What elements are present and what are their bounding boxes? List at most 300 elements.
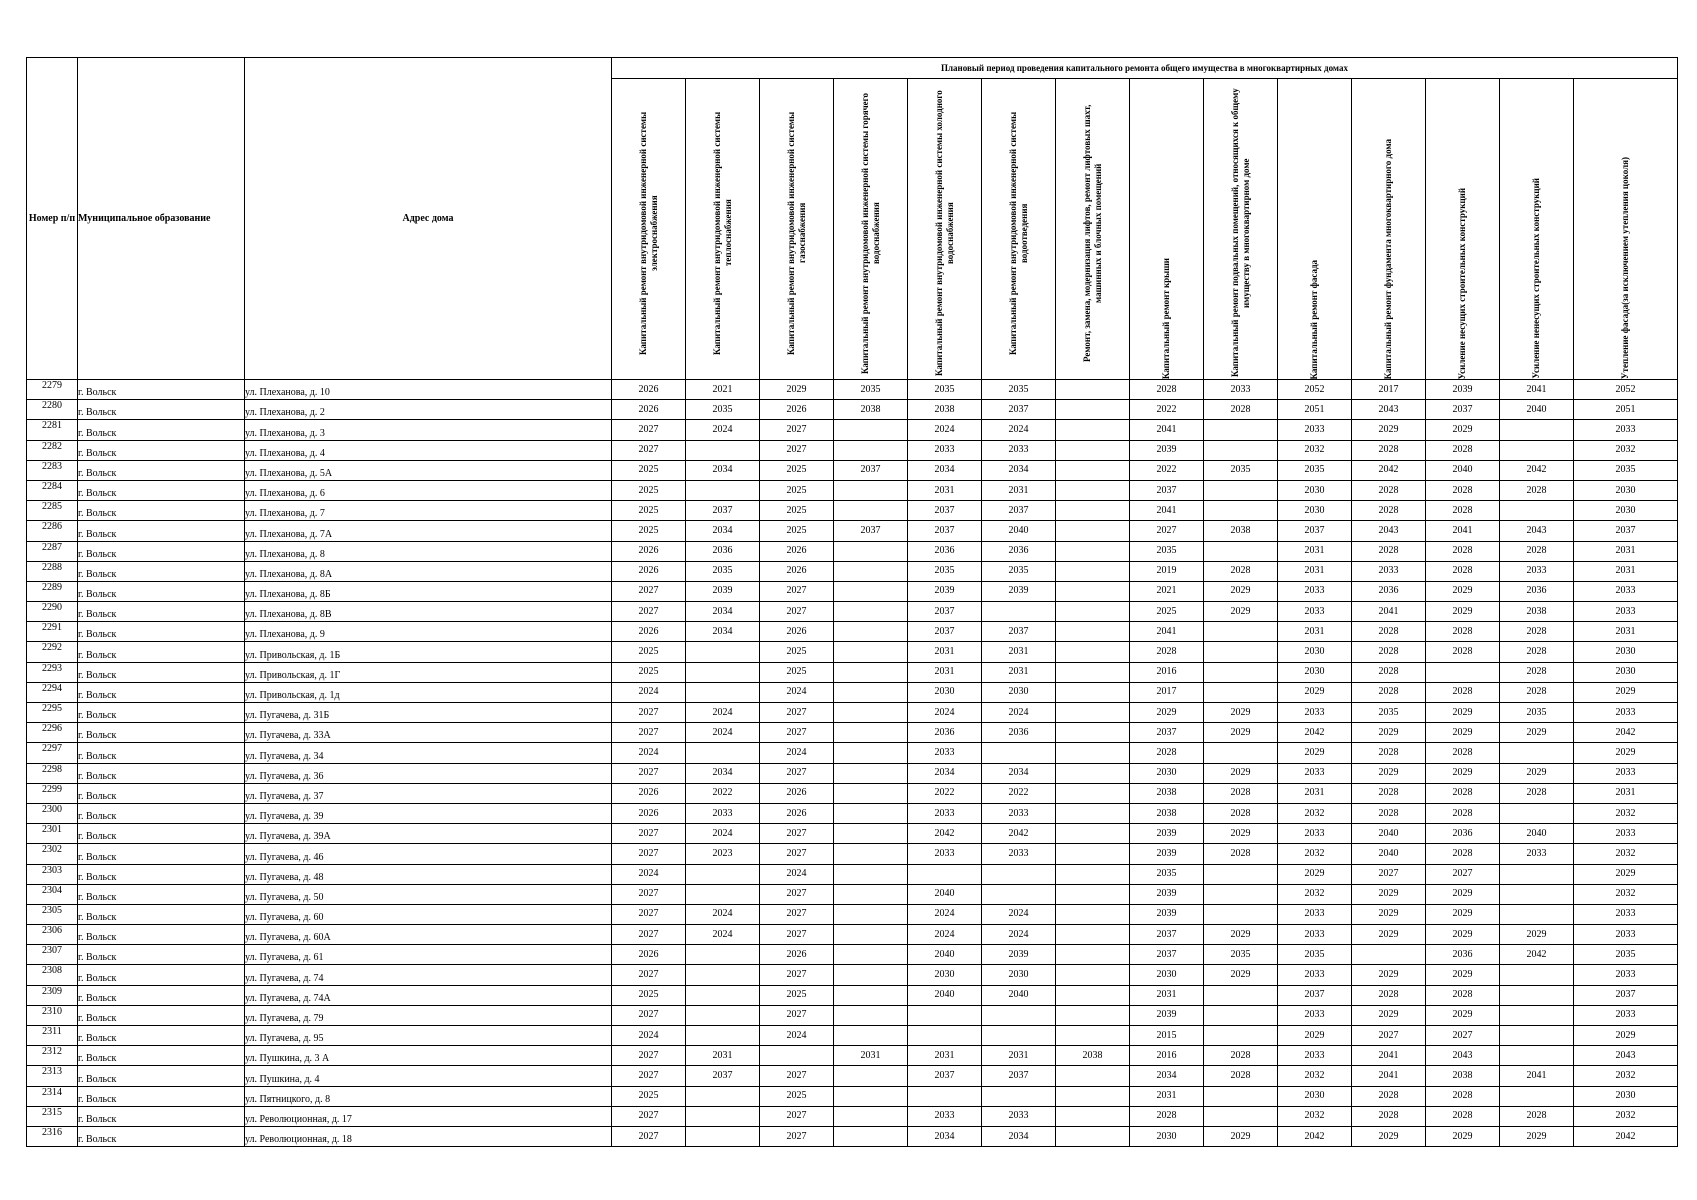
table-row xyxy=(27,581,1678,601)
municipality-cell: г. Вольск xyxy=(78,864,245,884)
year-cell xyxy=(1500,904,1574,924)
municipality-cell: г. Вольск xyxy=(78,723,245,743)
year-cell: 2033 xyxy=(1574,965,1678,985)
year-cell: 2027 xyxy=(1352,864,1426,884)
year-cell xyxy=(686,1005,760,1025)
year-cell: 2034 xyxy=(686,763,760,783)
row-number: 2284 xyxy=(27,480,78,500)
year-cell: 2037 xyxy=(1130,945,1204,965)
year-cell xyxy=(1056,622,1130,642)
year-cell: 2031 xyxy=(1574,622,1678,642)
year-cell: 2042 xyxy=(1352,460,1426,480)
year-cell: 2033 xyxy=(908,844,982,864)
table-row xyxy=(27,541,1678,561)
year-cell: 2036 xyxy=(1352,581,1426,601)
year-cell: 2032 xyxy=(1278,440,1352,460)
table-row xyxy=(27,965,1678,985)
year-cell: 2028 xyxy=(1352,501,1426,521)
year-cell xyxy=(1056,824,1130,844)
year-cell: 2025 xyxy=(760,480,834,500)
year-cell: 2030 xyxy=(1574,480,1678,500)
year-cell: 2033 xyxy=(1574,1005,1678,1025)
year-cell xyxy=(834,723,908,743)
year-cell: 2024 xyxy=(686,925,760,945)
year-cell: 2027 xyxy=(612,723,686,743)
year-cell: 2042 xyxy=(982,824,1056,844)
year-cell: 2040 xyxy=(1500,824,1574,844)
table-row xyxy=(27,642,1678,662)
work-type-column-header xyxy=(1574,79,1678,380)
year-cell: 2029 xyxy=(1204,602,1278,622)
year-cell: 2037 xyxy=(908,602,982,622)
row-number: 2314 xyxy=(27,1086,78,1106)
year-cell xyxy=(1056,480,1130,500)
year-cell: 2034 xyxy=(1130,1066,1204,1086)
row-number: 2288 xyxy=(27,561,78,581)
year-cell xyxy=(834,420,908,440)
year-cell: 2030 xyxy=(1574,642,1678,662)
year-cell: 2041 xyxy=(1352,1066,1426,1086)
row-number: 2301 xyxy=(27,824,78,844)
year-cell: 2037 xyxy=(908,501,982,521)
year-cell: 2032 xyxy=(1574,844,1678,864)
row-number: 2282 xyxy=(27,440,78,460)
year-cell: 2040 xyxy=(1500,400,1574,420)
year-cell: 2042 xyxy=(1278,1126,1352,1146)
year-cell: 2027 xyxy=(612,1066,686,1086)
row-number: 2308 xyxy=(27,965,78,985)
year-cell xyxy=(686,1086,760,1106)
year-cell: 2037 xyxy=(834,521,908,541)
year-cell: 2031 xyxy=(982,1046,1056,1066)
year-cell: 2024 xyxy=(908,904,982,924)
year-cell: 2041 xyxy=(1130,501,1204,521)
year-cell: 2030 xyxy=(1574,1086,1678,1106)
work-type-column-header xyxy=(686,79,760,380)
work-type-column-header xyxy=(982,79,1056,380)
year-cell: 2022 xyxy=(686,783,760,803)
year-cell: 2028 xyxy=(1130,1106,1204,1126)
year-cell: 2025 xyxy=(760,460,834,480)
year-cell: 2024 xyxy=(760,1026,834,1046)
year-cell: 2028 xyxy=(1352,622,1426,642)
year-cell: 2028 xyxy=(1500,1106,1574,1126)
address-cell: ул. Плеханова, д. 4 xyxy=(245,440,612,460)
year-cell: 2038 xyxy=(1426,1066,1500,1086)
year-cell xyxy=(1204,1106,1278,1126)
year-cell: 2039 xyxy=(908,581,982,601)
address-cell: ул. Плеханова, д. 8В xyxy=(245,602,612,622)
year-cell: 2039 xyxy=(982,945,1056,965)
address-cell: ул. Привольская, д. 1Б xyxy=(245,642,612,662)
year-cell: 2029 xyxy=(1278,682,1352,702)
row-number: 2300 xyxy=(27,803,78,823)
year-cell xyxy=(1500,743,1574,763)
year-cell xyxy=(1204,884,1278,904)
year-cell: 2039 xyxy=(686,581,760,601)
work-type-label: Капитальный ремонт подвальных помещений, относящихся к общему имуществу в многоквартирном доме xyxy=(1229,88,1251,378)
year-cell xyxy=(1056,561,1130,581)
municipality-cell: г. Вольск xyxy=(78,581,245,601)
year-cell: 2024 xyxy=(686,703,760,723)
address-cell: ул. Пугачева, д. 60 xyxy=(245,904,612,924)
row-number: 2292 xyxy=(27,642,78,662)
table-row xyxy=(27,440,1678,460)
year-cell xyxy=(1056,743,1130,763)
year-cell xyxy=(834,884,908,904)
year-cell xyxy=(834,803,908,823)
year-cell: 2037 xyxy=(982,622,1056,642)
year-cell: 2041 xyxy=(1426,521,1500,541)
year-cell: 2035 xyxy=(1130,864,1204,884)
table-row xyxy=(27,1026,1678,1046)
year-cell: 2035 xyxy=(1278,460,1352,480)
year-cell: 2039 xyxy=(1130,844,1204,864)
year-cell xyxy=(1056,884,1130,904)
table-row xyxy=(27,884,1678,904)
address-cell: ул. Пугачева, д. 61 xyxy=(245,945,612,965)
table-row xyxy=(27,824,1678,844)
municipality-cell: г. Вольск xyxy=(78,561,245,581)
year-cell: 2028 xyxy=(1352,985,1426,1005)
year-cell: 2017 xyxy=(1130,682,1204,702)
year-cell: 2024 xyxy=(686,723,760,743)
row-number: 2309 xyxy=(27,985,78,1005)
address-cell: ул. Пугачева, д. 50 xyxy=(245,884,612,904)
work-type-column-header xyxy=(760,79,834,380)
row-number: 2285 xyxy=(27,501,78,521)
year-cell: 2040 xyxy=(982,985,1056,1005)
year-cell: 2029 xyxy=(1352,1005,1426,1025)
municipality-cell: г. Вольск xyxy=(78,602,245,622)
year-cell: 2029 xyxy=(1426,703,1500,723)
municipality-cell: г. Вольск xyxy=(78,824,245,844)
year-cell: 2034 xyxy=(686,622,760,642)
year-cell xyxy=(982,602,1056,622)
year-cell xyxy=(1204,420,1278,440)
year-cell xyxy=(834,581,908,601)
row-number: 2297 xyxy=(27,743,78,763)
year-cell: 2043 xyxy=(1500,521,1574,541)
work-type-column-header xyxy=(1352,79,1426,380)
year-cell: 2027 xyxy=(612,965,686,985)
year-cell: 2039 xyxy=(1130,884,1204,904)
year-cell: 2037 xyxy=(834,460,908,480)
address-cell: ул. Плеханова, д. 9 xyxy=(245,622,612,642)
year-cell: 2036 xyxy=(1500,581,1574,601)
year-cell xyxy=(834,783,908,803)
year-cell xyxy=(1056,1106,1130,1126)
year-cell: 2033 xyxy=(982,1106,1056,1126)
planned-period-group-header: Плановый период проведения капитального ремонта общего имущества в многоквартирных домах xyxy=(612,58,1678,79)
year-cell: 2033 xyxy=(1574,420,1678,440)
year-cell: 2042 xyxy=(1500,460,1574,480)
year-cell xyxy=(834,844,908,864)
year-cell: 2025 xyxy=(760,501,834,521)
year-cell: 2029 xyxy=(1204,925,1278,945)
year-cell: 2027 xyxy=(760,723,834,743)
year-cell: 2037 xyxy=(908,1066,982,1086)
year-cell: 2031 xyxy=(982,662,1056,682)
year-cell xyxy=(686,743,760,763)
year-cell: 2035 xyxy=(908,380,982,400)
year-cell: 2028 xyxy=(1352,440,1426,460)
year-cell: 2024 xyxy=(982,703,1056,723)
address-cell: ул. Пугачева, д. 74А xyxy=(245,985,612,1005)
municipality-cell: г. Вольск xyxy=(78,420,245,440)
table-row xyxy=(27,763,1678,783)
year-cell: 2028 xyxy=(1426,480,1500,500)
year-cell: 2040 xyxy=(908,945,982,965)
year-cell: 2037 xyxy=(686,501,760,521)
year-cell: 2027 xyxy=(1426,864,1500,884)
year-cell xyxy=(1204,682,1278,702)
year-cell: 2052 xyxy=(1574,380,1678,400)
year-cell: 2035 xyxy=(1352,703,1426,723)
work-type-column-header xyxy=(1500,79,1574,380)
work-type-label: Капитальный ремонт внутридомовой инженерной системы электроснабжения xyxy=(637,111,659,355)
year-cell: 2040 xyxy=(1426,460,1500,480)
year-cell: 2032 xyxy=(1278,803,1352,823)
year-cell: 2029 xyxy=(1352,884,1426,904)
year-cell: 2015 xyxy=(1130,1026,1204,1046)
year-cell: 2028 xyxy=(1500,480,1574,500)
year-cell: 2033 xyxy=(1574,763,1678,783)
year-cell: 2028 xyxy=(1204,400,1278,420)
year-cell: 2029 xyxy=(1500,723,1574,743)
year-cell xyxy=(1500,1026,1574,1046)
year-cell: 2031 xyxy=(834,1046,908,1066)
year-cell: 2027 xyxy=(760,440,834,460)
year-cell: 2033 xyxy=(1278,703,1352,723)
year-cell xyxy=(1056,703,1130,723)
year-cell: 2029 xyxy=(1352,723,1426,743)
year-cell xyxy=(834,864,908,884)
year-cell: 2024 xyxy=(686,824,760,844)
year-cell: 2035 xyxy=(1574,460,1678,480)
year-cell xyxy=(1056,1026,1130,1046)
year-cell: 2037 xyxy=(1130,925,1204,945)
year-cell: 2034 xyxy=(686,460,760,480)
year-cell: 2025 xyxy=(760,521,834,541)
municipality-cell: г. Вольск xyxy=(78,1126,245,1146)
year-cell: 2033 xyxy=(1574,602,1678,622)
year-cell: 2029 xyxy=(1204,581,1278,601)
year-cell: 2027 xyxy=(612,763,686,783)
year-cell: 2024 xyxy=(908,925,982,945)
year-cell xyxy=(1056,1005,1130,1025)
year-cell: 2028 xyxy=(1426,985,1500,1005)
row-number: 2279 xyxy=(27,380,78,400)
table-row xyxy=(27,1106,1678,1126)
year-cell: 2031 xyxy=(908,1046,982,1066)
year-cell: 2029 xyxy=(1130,703,1204,723)
year-cell: 2029 xyxy=(1426,1005,1500,1025)
table-row xyxy=(27,380,1678,400)
year-cell: 2039 xyxy=(1426,380,1500,400)
table-row xyxy=(27,622,1678,642)
municipality-cell: г. Вольск xyxy=(78,985,245,1005)
year-cell: 2029 xyxy=(1204,824,1278,844)
year-cell: 2036 xyxy=(1426,945,1500,965)
municipality-cell: г. Вольск xyxy=(78,682,245,702)
year-cell: 2031 xyxy=(1574,541,1678,561)
table-header xyxy=(27,58,1678,380)
year-cell xyxy=(1204,662,1278,682)
year-cell: 2025 xyxy=(612,642,686,662)
address-cell: ул. Привольская, д. 1д xyxy=(245,682,612,702)
year-cell xyxy=(686,884,760,904)
table-row xyxy=(27,420,1678,440)
year-cell: 2025 xyxy=(760,985,834,1005)
year-cell xyxy=(1056,1126,1130,1146)
municipality-cell: г. Вольск xyxy=(78,622,245,642)
address-cell: ул. Пугачева, д. 39 xyxy=(245,803,612,823)
table-row xyxy=(27,561,1678,581)
municipality-cell: г. Вольск xyxy=(78,965,245,985)
address-cell: ул. Пугачева, д. 36 xyxy=(245,763,612,783)
municipality-cell: г. Вольск xyxy=(78,1106,245,1126)
year-cell: 2022 xyxy=(982,783,1056,803)
year-cell: 2035 xyxy=(1204,945,1278,965)
year-cell: 2028 xyxy=(1500,783,1574,803)
address-cell: ул. Пугачева, д. 34 xyxy=(245,743,612,763)
year-cell: 2028 xyxy=(1204,783,1278,803)
table-row xyxy=(27,1086,1678,1106)
year-cell: 2028 xyxy=(1130,380,1204,400)
table-row xyxy=(27,662,1678,682)
address-cell: ул. Пугачева, д. 31Б xyxy=(245,703,612,723)
year-cell: 2026 xyxy=(612,400,686,420)
row-number: 2287 xyxy=(27,541,78,561)
year-cell: 2017 xyxy=(1352,380,1426,400)
year-cell xyxy=(1204,864,1278,884)
row-number: 2316 xyxy=(27,1126,78,1146)
year-cell xyxy=(1500,803,1574,823)
year-cell: 2035 xyxy=(686,400,760,420)
year-cell: 2029 xyxy=(1574,682,1678,702)
municipality-cell: г. Вольск xyxy=(78,1066,245,1086)
year-cell xyxy=(982,743,1056,763)
address-cell: ул. Плеханова, д. 10 xyxy=(245,380,612,400)
municipality-cell: г. Вольск xyxy=(78,884,245,904)
year-cell: 2028 xyxy=(1426,743,1500,763)
year-cell xyxy=(1056,682,1130,702)
year-cell: 2027 xyxy=(612,440,686,460)
address-cell: ул. Пугачева, д. 79 xyxy=(245,1005,612,1025)
year-cell: 2042 xyxy=(1574,1126,1678,1146)
year-cell: 2038 xyxy=(1130,783,1204,803)
year-cell xyxy=(834,1086,908,1106)
address-cell: ул. Пугачева, д. 37 xyxy=(245,783,612,803)
year-cell: 2029 xyxy=(1204,763,1278,783)
year-cell: 2030 xyxy=(982,682,1056,702)
year-cell: 2042 xyxy=(1574,723,1678,743)
year-cell: 2035 xyxy=(1204,460,1278,480)
year-cell: 2029 xyxy=(1426,965,1500,985)
year-cell: 2029 xyxy=(1278,743,1352,763)
year-cell xyxy=(834,1026,908,1046)
year-cell xyxy=(982,1026,1056,1046)
year-cell: 2024 xyxy=(908,420,982,440)
municipality-cell: г. Вольск xyxy=(78,662,245,682)
year-cell: 2033 xyxy=(1500,561,1574,581)
table-row xyxy=(27,864,1678,884)
year-cell: 2031 xyxy=(908,480,982,500)
year-cell: 2024 xyxy=(760,864,834,884)
year-cell: 2028 xyxy=(1426,501,1500,521)
year-cell xyxy=(1056,723,1130,743)
address-cell: ул. Плеханова, д. 3 xyxy=(245,420,612,440)
year-cell: 2037 xyxy=(982,501,1056,521)
year-cell: 2036 xyxy=(982,723,1056,743)
year-cell: 2028 xyxy=(1352,1106,1426,1126)
year-cell: 2030 xyxy=(1278,501,1352,521)
year-cell: 2028 xyxy=(1204,844,1278,864)
year-cell: 2035 xyxy=(1574,945,1678,965)
year-cell: 2037 xyxy=(1426,400,1500,420)
year-cell: 2029 xyxy=(1426,763,1500,783)
table-row xyxy=(27,480,1678,500)
year-cell: 2029 xyxy=(1352,904,1426,924)
year-cell: 2037 xyxy=(1130,480,1204,500)
year-cell: 2036 xyxy=(1426,824,1500,844)
year-cell xyxy=(1204,501,1278,521)
year-cell: 2027 xyxy=(612,703,686,723)
municipality-cell: г. Вольск xyxy=(78,803,245,823)
year-cell xyxy=(686,985,760,1005)
year-cell xyxy=(1204,541,1278,561)
row-number: 2293 xyxy=(27,662,78,682)
year-cell: 2028 xyxy=(1426,440,1500,460)
row-number: 2304 xyxy=(27,884,78,904)
year-cell xyxy=(1500,501,1574,521)
year-cell: 2027 xyxy=(760,763,834,783)
year-cell: 2031 xyxy=(1278,541,1352,561)
year-cell: 2029 xyxy=(1574,864,1678,884)
year-cell: 2027 xyxy=(612,925,686,945)
year-cell: 2019 xyxy=(1130,561,1204,581)
work-type-label: Капитальный ремонт крыши xyxy=(1161,257,1171,379)
year-cell: 2027 xyxy=(760,420,834,440)
year-cell: 2027 xyxy=(1130,521,1204,541)
year-cell: 2027 xyxy=(760,602,834,622)
year-cell xyxy=(1204,985,1278,1005)
work-type-label: Капитальный ремонт внутридомовой инженерной системы теплоснабжения xyxy=(711,111,733,355)
row-number: 2306 xyxy=(27,925,78,945)
municipality-cell: г. Вольск xyxy=(78,925,245,945)
table-row xyxy=(27,703,1678,723)
work-type-column-header xyxy=(1426,79,1500,380)
year-cell: 2030 xyxy=(1130,1126,1204,1146)
year-cell xyxy=(834,1066,908,1086)
year-cell: 2027 xyxy=(612,1106,686,1126)
table-row xyxy=(27,460,1678,480)
work-type-label: Ремонт, замена, модернизация лифтов, ремонт лифтовых шахт, машинных и блочных помещений xyxy=(1081,104,1103,362)
table-row xyxy=(27,682,1678,702)
year-cell xyxy=(834,1106,908,1126)
year-cell: 2024 xyxy=(612,1026,686,1046)
year-cell: 2029 xyxy=(1500,763,1574,783)
year-cell: 2033 xyxy=(1278,581,1352,601)
year-cell: 2042 xyxy=(1278,723,1352,743)
year-cell: 2028 xyxy=(1426,783,1500,803)
year-cell: 2016 xyxy=(1130,662,1204,682)
municipality-cell: г. Вольск xyxy=(78,1046,245,1066)
table-row xyxy=(27,1066,1678,1086)
year-cell: 2028 xyxy=(1352,783,1426,803)
year-cell xyxy=(834,985,908,1005)
